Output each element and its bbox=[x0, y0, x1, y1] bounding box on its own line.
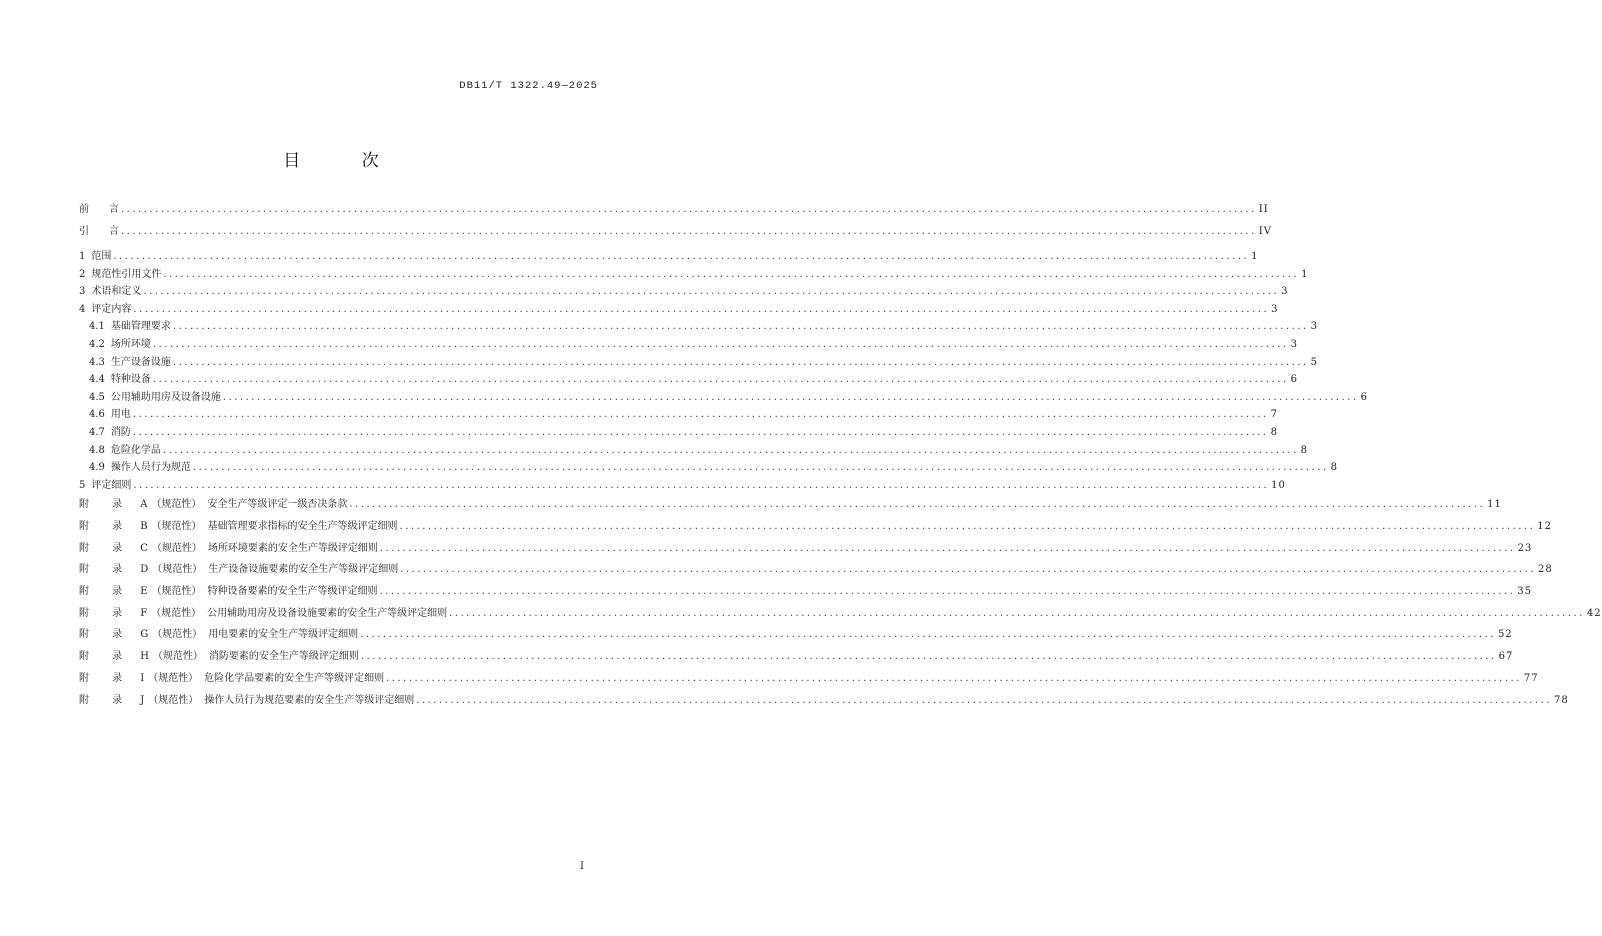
toc-appendix-label bbox=[79, 668, 384, 690]
toc-appendix-label bbox=[79, 690, 414, 712]
toc-section-number: 4 bbox=[79, 303, 86, 315]
toc-entry[interactable] bbox=[79, 581, 1532, 603]
appendix-kind: （规范性） bbox=[151, 542, 202, 554]
toc-entry[interactable] bbox=[79, 690, 1569, 712]
appendix-prefix: 附 录 bbox=[79, 586, 133, 598]
dot-leader: ........................................................................................................................................................................................................ bbox=[386, 672, 1522, 684]
appendix-prefix: 附 录 bbox=[79, 651, 133, 663]
appendix-kind: （规范性） bbox=[151, 521, 202, 532]
toc-section-number: 4.6 bbox=[89, 409, 105, 421]
toc-entry[interactable] bbox=[79, 199, 1269, 221]
appendix-letter: J bbox=[140, 694, 145, 706]
dot-leader: ........................................................................................................................................................................................................ bbox=[133, 303, 1270, 315]
dot-leader: ........................................................................................................................................................................................................ bbox=[360, 629, 1496, 641]
document-code: DB11/T 1322.49—2025 bbox=[459, 80, 598, 92]
toc-label-char: 言 bbox=[109, 226, 119, 237]
appendix-letter: B bbox=[140, 521, 148, 532]
appendix-prefix: 附 录 bbox=[79, 607, 133, 619]
dot-leader: ........................................................................................................................................................................................................ bbox=[132, 426, 1269, 438]
appendix-kind: （规范性） bbox=[152, 651, 203, 663]
toc-entry[interactable] bbox=[79, 301, 1279, 319]
toc-page-number: 5 bbox=[1310, 356, 1319, 368]
appendix-title: 操作人员行为规范要素的安全生产等级评定细则 bbox=[204, 694, 415, 706]
toc-section-number: 4.4 bbox=[89, 374, 105, 386]
dot-leader: ........................................................................................................................................................................................................ bbox=[222, 391, 1359, 403]
toc-page-number: 8 bbox=[1270, 426, 1279, 438]
toc-page-number: 8 bbox=[1300, 444, 1309, 456]
appendix-title: 基础管理要求指标的安全生产等级评定细则 bbox=[207, 521, 398, 532]
dot-leader: ........................................................................................................................................................................................................ bbox=[113, 251, 1250, 262]
page-number: I bbox=[580, 861, 584, 872]
toc-entry[interactable] bbox=[79, 266, 1309, 284]
appendix-prefix: 附 录 bbox=[79, 694, 133, 706]
dot-leader: ........................................................................................................................................................................................................ bbox=[133, 479, 1270, 491]
toc-section-number: 1 bbox=[79, 251, 86, 262]
toc-section-number: 4.5 bbox=[89, 391, 105, 403]
toc-entry[interactable] bbox=[79, 389, 1369, 407]
toc-entry[interactable] bbox=[79, 624, 1513, 646]
toc-entry[interactable] bbox=[79, 668, 1539, 690]
appendix-kind: （规范性） bbox=[151, 499, 202, 511]
toc-page-number: 67 bbox=[1498, 651, 1514, 663]
toc-entry[interactable] bbox=[79, 336, 1299, 354]
appendix-prefix: 附 录 bbox=[79, 629, 133, 641]
toc-section-number: 4.8 bbox=[89, 444, 105, 456]
dot-leader: ........................................................................................................................................................................................................ bbox=[400, 564, 1536, 576]
toc-label: 评定细则 bbox=[91, 479, 132, 491]
dot-leader: ........................................................................................................................................................................................................ bbox=[192, 462, 1329, 474]
dot-leader: ........................................................................................................................................................................................................ bbox=[121, 226, 1257, 237]
toc-page-number: 1 bbox=[1251, 251, 1259, 262]
table-of-contents bbox=[79, 199, 1602, 711]
appendix-kind: （规范性） bbox=[148, 694, 199, 706]
appendix-title: 消防要素的安全生产等级评定细则 bbox=[208, 651, 359, 663]
toc-entry[interactable] bbox=[79, 494, 1502, 516]
dot-leader: ........................................................................................................................................................................................................ bbox=[132, 409, 1269, 421]
dot-leader: ........................................................................................................................................................................................................ bbox=[349, 499, 1486, 511]
toc-page-number: 35 bbox=[1517, 586, 1532, 598]
appendix-kind: （规范性） bbox=[148, 672, 199, 684]
toc-appendix-label bbox=[79, 559, 398, 581]
toc-page-number: 10 bbox=[1271, 479, 1286, 491]
toc-label: 基础管理要求 bbox=[110, 321, 171, 333]
toc-label: 范围 bbox=[91, 251, 112, 262]
toc-entry[interactable] bbox=[79, 442, 1309, 460]
toc-entry[interactable] bbox=[79, 477, 1286, 495]
appendix-letter: D bbox=[140, 564, 149, 576]
appendix-letter: C bbox=[140, 542, 148, 554]
appendix-letter: A bbox=[140, 499, 148, 511]
toc-page-number: 3 bbox=[1310, 321, 1319, 333]
dot-leader: ........................................................................................................................................................................................................ bbox=[379, 542, 1516, 554]
toc-section-number: 4.7 bbox=[89, 426, 105, 438]
dot-leader: ........................................................................................................................................................................................................ bbox=[162, 444, 1299, 456]
toc-label: 规范性引用文件 bbox=[91, 268, 162, 280]
dot-leader: ........................................................................................................................................................................................................ bbox=[379, 586, 1516, 598]
appendix-prefix: 附 录 bbox=[79, 564, 133, 576]
toc-appendix-label bbox=[79, 646, 359, 668]
toc-page-number: 28 bbox=[1537, 564, 1553, 576]
appendix-prefix: 附 录 bbox=[79, 542, 133, 554]
appendix-title: 安全生产等级评定一级否决条款 bbox=[207, 499, 348, 511]
toc-label: 生产设备设施 bbox=[110, 356, 171, 368]
page-title: 目 次 bbox=[283, 151, 407, 171]
toc-entry[interactable] bbox=[79, 559, 1553, 581]
appendix-letter: E bbox=[140, 586, 148, 598]
toc-section-number: 3 bbox=[79, 286, 86, 298]
appendix-kind: （规范性） bbox=[151, 607, 202, 619]
dot-leader: ........................................................................................................................................................................................................ bbox=[152, 374, 1289, 386]
toc-appendix-label bbox=[79, 516, 398, 538]
toc-page-number: 6 bbox=[1360, 391, 1369, 403]
appendix-prefix: 附 录 bbox=[79, 521, 133, 532]
toc-entry[interactable] bbox=[79, 646, 1514, 668]
toc-entry[interactable] bbox=[79, 603, 1602, 625]
toc-appendix-label bbox=[79, 581, 378, 603]
toc-page-number: 11 bbox=[1487, 499, 1502, 511]
dot-leader: ........................................................................................................................................................................................................ bbox=[360, 651, 1497, 663]
dot-leader: ........................................................................................................................................................................................................ bbox=[449, 607, 1585, 619]
dot-leader: ........................................................................................................................................................................................................ bbox=[152, 338, 1289, 350]
toc-page-number: 42 bbox=[1586, 607, 1602, 619]
toc-entry[interactable] bbox=[79, 248, 1259, 266]
toc-section-number: 2 bbox=[79, 268, 86, 280]
toc-entry[interactable] bbox=[79, 318, 1319, 336]
appendix-title: 公用辅助用房及设备设施要素的安全生产等级评定细则 bbox=[207, 607, 448, 619]
toc-page-number: 23 bbox=[1517, 542, 1533, 554]
toc-page-number: 3 bbox=[1271, 303, 1279, 315]
dot-leader: ........................................................................................................................................................................................................ bbox=[172, 321, 1309, 333]
toc-label: 危险化学品 bbox=[110, 444, 161, 456]
toc-label-char: 前 bbox=[79, 204, 89, 215]
appendix-kind: （规范性） bbox=[152, 564, 203, 576]
toc-page-number: 3 bbox=[1290, 338, 1299, 350]
toc-page-number: 6 bbox=[1290, 374, 1299, 386]
appendix-title: 场所环境要素的安全生产等级评定细则 bbox=[207, 542, 378, 554]
toc-label: 消防 bbox=[110, 426, 131, 438]
appendix-title: 特种设备要素的安全生产等级评定细则 bbox=[207, 586, 378, 598]
toc-entry[interactable] bbox=[79, 424, 1279, 442]
appendix-prefix: 附 录 bbox=[79, 672, 133, 684]
appendix-letter: I bbox=[140, 672, 145, 684]
toc-section-number: 4.3 bbox=[89, 356, 105, 368]
appendix-kind: （规范性） bbox=[151, 586, 202, 598]
toc-entry[interactable] bbox=[79, 459, 1339, 477]
toc-page-number: 8 bbox=[1330, 462, 1339, 474]
dot-leader: ........................................................................................................................................................................................................ bbox=[143, 286, 1280, 298]
dot-leader: ........................................................................................................................................................................................................ bbox=[172, 356, 1309, 368]
appendix-title: 危险化学品要素的安全生产等级评定细则 bbox=[204, 672, 385, 684]
appendix-title: 用电要素的安全生产等级评定细则 bbox=[208, 629, 359, 641]
toc-page-number: 3 bbox=[1281, 286, 1289, 298]
dot-leader: ........................................................................................................................................................................................................ bbox=[163, 268, 1300, 280]
toc-page-number: 12 bbox=[1537, 521, 1553, 532]
toc-label: 用电 bbox=[110, 409, 131, 421]
toc-section-number: 5 bbox=[79, 479, 86, 491]
toc-label: 操作人员行为规范 bbox=[110, 462, 191, 474]
toc-section-number: 4.2 bbox=[89, 338, 105, 350]
toc-page-number: 7 bbox=[1270, 409, 1279, 421]
toc-label: 术语和定义 bbox=[91, 286, 142, 298]
toc-label-char: 言 bbox=[109, 204, 119, 215]
dot-leader: ........................................................................................................................................................................................................ bbox=[399, 521, 1536, 532]
appendix-title: 生产设备设施要素的安全生产等级评定细则 bbox=[208, 564, 399, 576]
toc-appendix-label bbox=[79, 603, 447, 625]
dot-leader: ........................................................................................................................................................................................................ bbox=[121, 204, 1257, 215]
toc-section-number: 4.1 bbox=[89, 321, 105, 333]
toc-entry[interactable] bbox=[79, 371, 1299, 389]
toc-page-number: IV bbox=[1258, 226, 1272, 237]
toc-page-number: 78 bbox=[1553, 694, 1569, 706]
toc-label: 公用辅助用房及设备设施 bbox=[110, 391, 221, 403]
toc-page-number: 1 bbox=[1301, 268, 1309, 280]
appendix-prefix: 附 录 bbox=[79, 499, 133, 511]
appendix-letter: H bbox=[140, 651, 149, 663]
appendix-letter: G bbox=[140, 629, 149, 641]
toc-page-number: II bbox=[1258, 204, 1269, 215]
toc-label bbox=[79, 221, 119, 243]
toc-label: 特种设备 bbox=[110, 374, 151, 386]
dot-leader: ........................................................................................................................................................................................................ bbox=[416, 694, 1552, 706]
appendix-kind: （规范性） bbox=[152, 629, 203, 641]
toc-entry[interactable] bbox=[79, 406, 1279, 424]
toc-entry[interactable] bbox=[79, 354, 1319, 372]
toc-label-char: 引 bbox=[79, 226, 89, 237]
toc-label: 场所环境 bbox=[110, 338, 151, 350]
toc-label bbox=[79, 199, 119, 221]
toc-appendix-label bbox=[79, 538, 378, 560]
toc-entry[interactable] bbox=[79, 283, 1289, 301]
appendix-letter: F bbox=[140, 607, 148, 619]
toc-appendix-label bbox=[79, 494, 347, 516]
toc-label: 评定内容 bbox=[91, 303, 132, 315]
toc-page-number: 77 bbox=[1523, 672, 1539, 684]
toc-page-number: 52 bbox=[1497, 629, 1513, 641]
toc-entry[interactable] bbox=[79, 516, 1553, 538]
toc-entry[interactable] bbox=[79, 221, 1272, 243]
toc-entry[interactable] bbox=[79, 538, 1533, 560]
toc-appendix-label bbox=[79, 624, 358, 646]
toc-section-number: 4.9 bbox=[89, 462, 105, 474]
